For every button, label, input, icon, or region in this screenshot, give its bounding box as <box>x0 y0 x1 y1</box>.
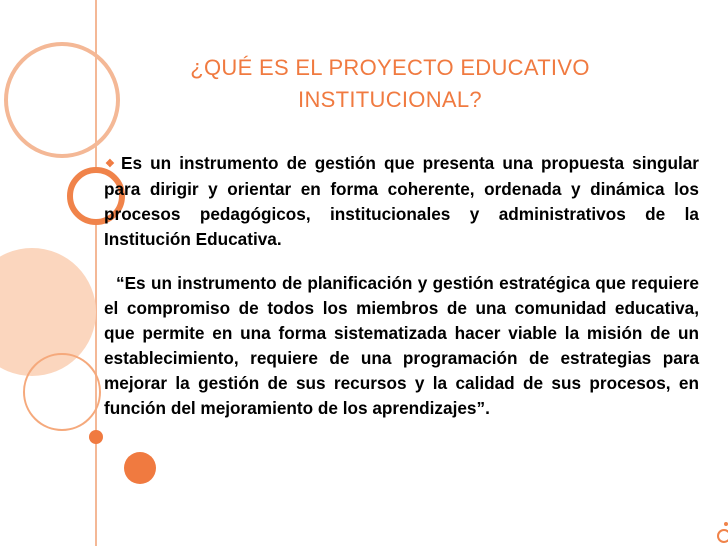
slide-body <box>104 151 699 421</box>
paragraph-1: Es un instrumento de gestión que presenta una propuesta singular para dirigir y orientar en forma coherente, ordenada y dinámica los procesos pedagógicos, institucionales y administrativos de la Institución Educativa. <box>104 153 699 249</box>
slide-title <box>150 52 630 116</box>
bottom-right-circle <box>718 530 728 542</box>
large-circle-top <box>6 44 118 156</box>
title-line-2: INSTITUCIONAL? <box>298 87 482 112</box>
bottom-right-dot <box>724 522 728 526</box>
diamond-bullet-icon: ❖ <box>105 158 115 170</box>
paragraph-1-container <box>104 151 699 252</box>
paragraph-2: “Es un instrumento de planificación y gestión estratégica que requiere el compromiso de todos los miembros de una comunidad educativa, que permite en una forma sistematizada hacer viable la misión de un establecimiento, requiere de una programación de estrategias para mejorar la gestión de sus recursos y la calidad de sus procesos, en función del mejoramiento de los aprendizajes”. <box>104 273 699 418</box>
small-dot <box>89 430 103 444</box>
title-line-1: ¿QUÉ ES EL PROYECTO EDUCATIVO <box>190 55 590 80</box>
filled-circle-bottom <box>124 452 156 484</box>
